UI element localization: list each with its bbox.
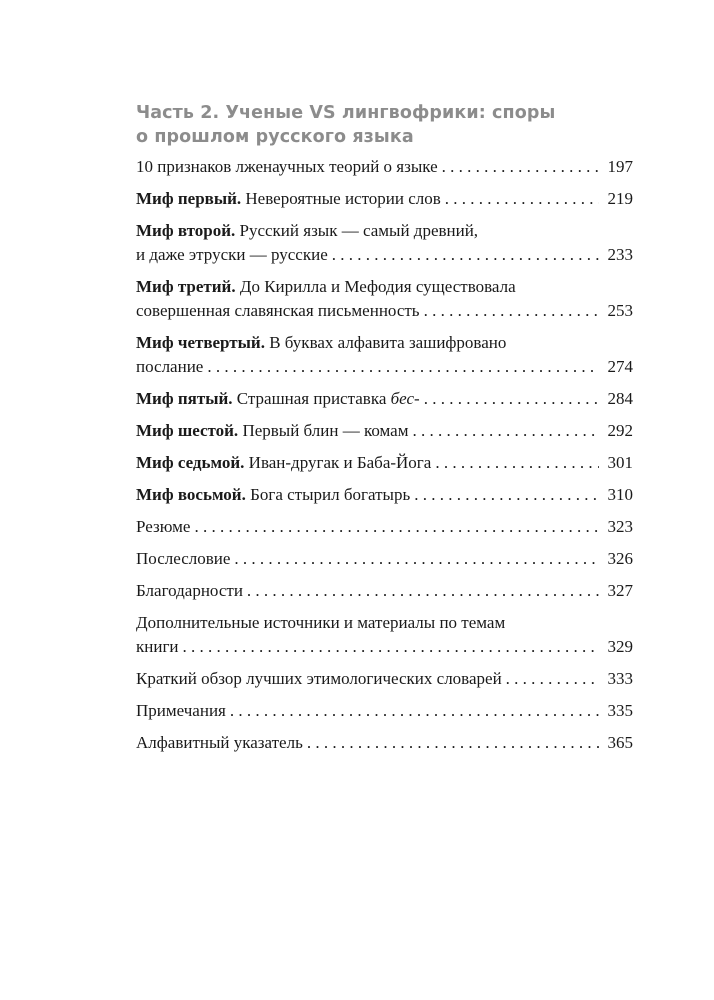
toc-entry-text: 10 признаков лженаучных теорий о языке bbox=[136, 157, 438, 176]
toc-entry-index[interactable] bbox=[136, 731, 633, 755]
page-number: 310 bbox=[607, 485, 633, 504]
toc-entry-text-line-1: В буквах алфавита зашифровано bbox=[269, 333, 507, 352]
page-number: 219 bbox=[607, 189, 633, 208]
toc-entry-text: Примечания bbox=[136, 701, 226, 720]
leader-dots bbox=[194, 515, 599, 539]
toc-entry-myth-4[interactable] bbox=[136, 331, 633, 379]
toc-entry-text-line-2: совершенная славянская письменность bbox=[136, 301, 420, 320]
toc-entry-text: Первый блин — комам bbox=[242, 421, 409, 440]
toc-entry-myth-1[interactable] bbox=[136, 187, 633, 211]
toc-entry-text-line-2: книги bbox=[136, 637, 179, 656]
part-title-line-1: Часть 2. Ученые VS лингвофрики: споры bbox=[136, 103, 556, 123]
leader-dots bbox=[183, 635, 599, 659]
leader-dots bbox=[412, 419, 599, 443]
leader-dots bbox=[414, 483, 599, 507]
toc-entry-text: Невероятные истории слов bbox=[245, 189, 441, 208]
leader-dots bbox=[445, 187, 599, 211]
page-number: 301 bbox=[607, 453, 633, 472]
toc-entry-text-line-1: Русский язык — самый древний, bbox=[239, 221, 479, 240]
toc-entry-text-italic: бес- bbox=[390, 389, 420, 408]
toc-entry-text: Иван-другак и Баба-Йога bbox=[248, 453, 432, 472]
toc-entry-text-line-1: Дополнительные источники и материалы по темам bbox=[136, 613, 506, 632]
myth-label: Миф пятый. bbox=[136, 389, 233, 408]
toc-entry-text: Краткий обзор лучших этимологических словарей bbox=[136, 669, 502, 688]
myth-label: Миф первый. bbox=[136, 189, 242, 208]
part-title-line-2: о прошлом русского языка bbox=[136, 127, 414, 147]
leader-dots bbox=[247, 579, 599, 603]
page-number: 274 bbox=[607, 357, 633, 376]
page-number: 335 bbox=[607, 701, 633, 720]
toc-entry-dictionaries-overview[interactable] bbox=[136, 667, 633, 691]
leader-dots bbox=[332, 243, 599, 267]
page-number: 253 bbox=[607, 301, 633, 320]
page-number: 327 bbox=[607, 581, 633, 600]
page-number: 284 bbox=[607, 389, 633, 408]
leader-dots bbox=[435, 451, 599, 475]
toc-entry-text: Алфавитный указатель bbox=[136, 733, 303, 752]
toc-entry-myth-6[interactable] bbox=[136, 419, 633, 443]
toc-entry-text: Послесловие bbox=[136, 549, 231, 568]
toc-entry-text: Резюме bbox=[136, 517, 191, 536]
page-number: 326 bbox=[607, 549, 633, 568]
toc-entry-summary[interactable] bbox=[136, 515, 633, 539]
toc-entry-myth-2[interactable] bbox=[136, 219, 633, 267]
page-number: 197 bbox=[607, 157, 633, 176]
toc-entry-additional-sources[interactable] bbox=[136, 611, 633, 659]
page-number: 323 bbox=[607, 517, 633, 536]
toc-entry-acknowledgements[interactable] bbox=[136, 579, 633, 603]
toc-list bbox=[136, 155, 633, 755]
myth-label: Миф четвертый. bbox=[136, 333, 265, 352]
myth-label: Миф восьмой. bbox=[136, 485, 246, 504]
toc-entry-text: Бога стырил богатырь bbox=[250, 485, 411, 504]
toc-entry-myth-8[interactable] bbox=[136, 483, 633, 507]
leader-dots bbox=[424, 299, 599, 323]
leader-dots bbox=[506, 667, 599, 691]
toc-entry-text-line-2: послание bbox=[136, 357, 204, 376]
toc-entry-notes[interactable] bbox=[136, 699, 633, 723]
page-number: 365 bbox=[607, 733, 633, 752]
toc-entry-lies-signs[interactable] bbox=[136, 155, 633, 179]
toc-entry-text-line-1: До Кирилла и Мефодия существовала bbox=[239, 277, 516, 296]
leader-dots bbox=[230, 699, 599, 723]
leader-dots bbox=[424, 387, 599, 411]
myth-label: Миф третий. bbox=[136, 277, 236, 296]
toc-entry-text: Страшная приставка bbox=[236, 389, 387, 408]
toc-entry-myth-7[interactable] bbox=[136, 451, 633, 475]
myth-label: Миф седьмой. bbox=[136, 453, 245, 472]
toc-entry-text: Благодарности bbox=[136, 581, 243, 600]
toc-entry-text-line-2: и даже этруски — русские bbox=[136, 245, 328, 264]
page-number: 233 bbox=[607, 245, 633, 264]
page-number: 292 bbox=[607, 421, 633, 440]
part-title bbox=[136, 101, 633, 149]
leader-dots bbox=[442, 155, 599, 179]
toc-entry-myth-5[interactable] bbox=[136, 387, 633, 411]
myth-label: Миф шестой. bbox=[136, 421, 239, 440]
myth-label: Миф второй. bbox=[136, 221, 236, 240]
page-number: 333 bbox=[607, 669, 633, 688]
toc-page bbox=[136, 101, 633, 763]
toc-entry-afterword[interactable] bbox=[136, 547, 633, 571]
toc-entry-myth-3[interactable] bbox=[136, 275, 633, 323]
leader-dots bbox=[307, 731, 599, 755]
page-number: 329 bbox=[607, 637, 633, 656]
leader-dots bbox=[207, 355, 599, 379]
leader-dots bbox=[234, 547, 599, 571]
